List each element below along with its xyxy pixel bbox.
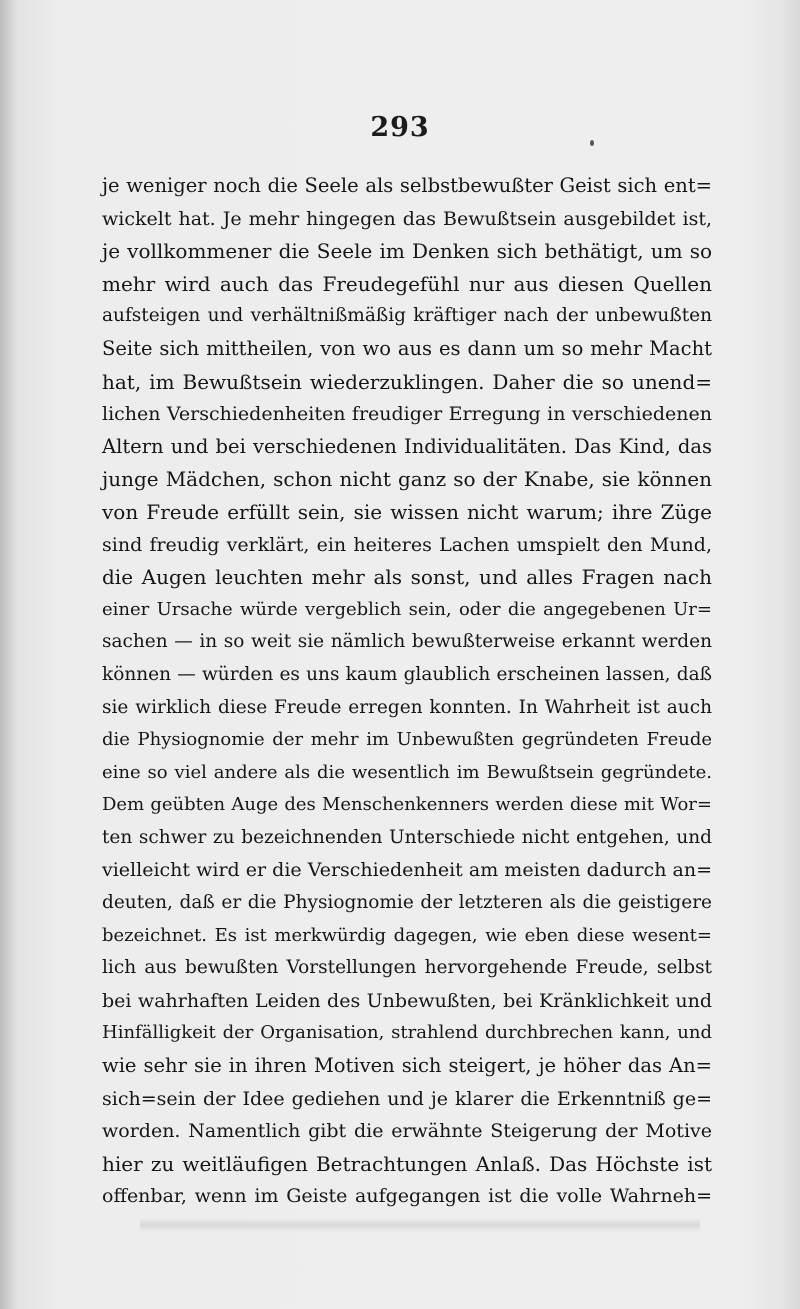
text-line: bezeichnet. Es ist merkwürdig dagegen, wie eben diese wesent=	[102, 924, 712, 946]
page-number: 293	[370, 112, 430, 143]
text-line: sachen — in so weit sie nämlich bewußterweise erkannt werden	[102, 631, 712, 653]
text-line: lichen Verschiedenheiten freudiger Erregung in verschiedenen	[102, 403, 712, 426]
text-line: hier zu weitläufigen Betrachtungen Anlaß. Das Höchste ist	[102, 1151, 712, 1176]
text-line: vielleicht wird er die Verschiedenheit am meisten dadurch an=	[102, 859, 712, 882]
text-line: können — würden es uns kaum glaublich erscheinen lassen, daß	[102, 663, 712, 685]
text-line: junge Mädchen, schon nicht ganz so der Knabe, sie können	[102, 467, 712, 492]
text-line: Altern und bei verschiedenen Individualitäten. Das Kind, das	[102, 434, 712, 458]
text-line: bei wahrhaften Leiden des Unbewußten, bei Kränklichkeit und	[102, 989, 712, 1012]
text-line: sie wirklich diese Freude erregen konnten. In Wahrheit ist auch	[102, 696, 712, 718]
text-line: sind freudig verklärt, ein heiteres Lachen umspielt den Mund,	[102, 533, 712, 556]
text-line: je weniger noch die Seele als selbstbewußter Geist sich ent=	[102, 174, 712, 197]
text-line: worden. Namentlich gibt die erwähnte Steigerung der Motive	[102, 1120, 712, 1143]
text-line: sich=sein der Idee gediehen und je klarer die Erkenntniß ge=	[102, 1087, 712, 1110]
text-line: Hinfälligkeit der Organisation, strahlend durchbrechen kann, und	[102, 1022, 712, 1044]
text-line: Seite sich mittheilen, von wo aus es dann um so mehr Macht	[102, 336, 712, 360]
text-line: hat, im Bewußtsein wiederzuklingen. Daher die so unend=	[102, 369, 712, 394]
text-line: eine so viel andere als die wesentlich im Bewußtsein gegründete.	[102, 761, 712, 783]
body-text	[102, 170, 712, 1213]
text-line: Dem geübten Auge des Menschenkenners werden diese mit Wor=	[102, 794, 712, 816]
text-line: deuten, daß er die Physiognomie der letzteren als die geistigere	[102, 892, 712, 914]
text-line: je vollkommener die Seele im Denken sich bethätigt, um so	[102, 239, 712, 264]
text-line: aufsteigen und verhältnißmäßig kräftiger nach der unbewußten	[102, 305, 712, 327]
text-line: die Physiognomie der mehr im Unbewußten gegründeten Freude	[102, 729, 712, 751]
text-line: einer Ursache würde vergeblich sein, oder die angegebenen Ur=	[102, 598, 712, 620]
text-line: wie sehr sie in ihren Motiven sich steigert, je höher das An=	[102, 1054, 712, 1078]
text-line: von Freude erfüllt sein, sie wissen nicht warum; ihre Züge	[102, 499, 712, 524]
show-through-text	[140, 1218, 700, 1232]
text-line: offenbar, wenn im Geiste aufgegangen ist die volle Wahrneh=	[102, 1185, 712, 1208]
text-line: mehr wird auch das Freudegefühl nur aus diesen Quellen	[102, 271, 712, 296]
text-line: lich aus bewußten Vorstellungen hervorgehende Freude, selbst	[102, 957, 712, 979]
text-line: wickelt hat. Je mehr hingegen das Bewußtsein ausgebildet ist,	[102, 207, 712, 230]
text-line: die Augen leuchten mehr als sonst, und alles Fragen nach	[102, 565, 712, 590]
text-line: ten schwer zu bezeichnenden Unterschiede nicht entgehen, und	[102, 826, 712, 848]
